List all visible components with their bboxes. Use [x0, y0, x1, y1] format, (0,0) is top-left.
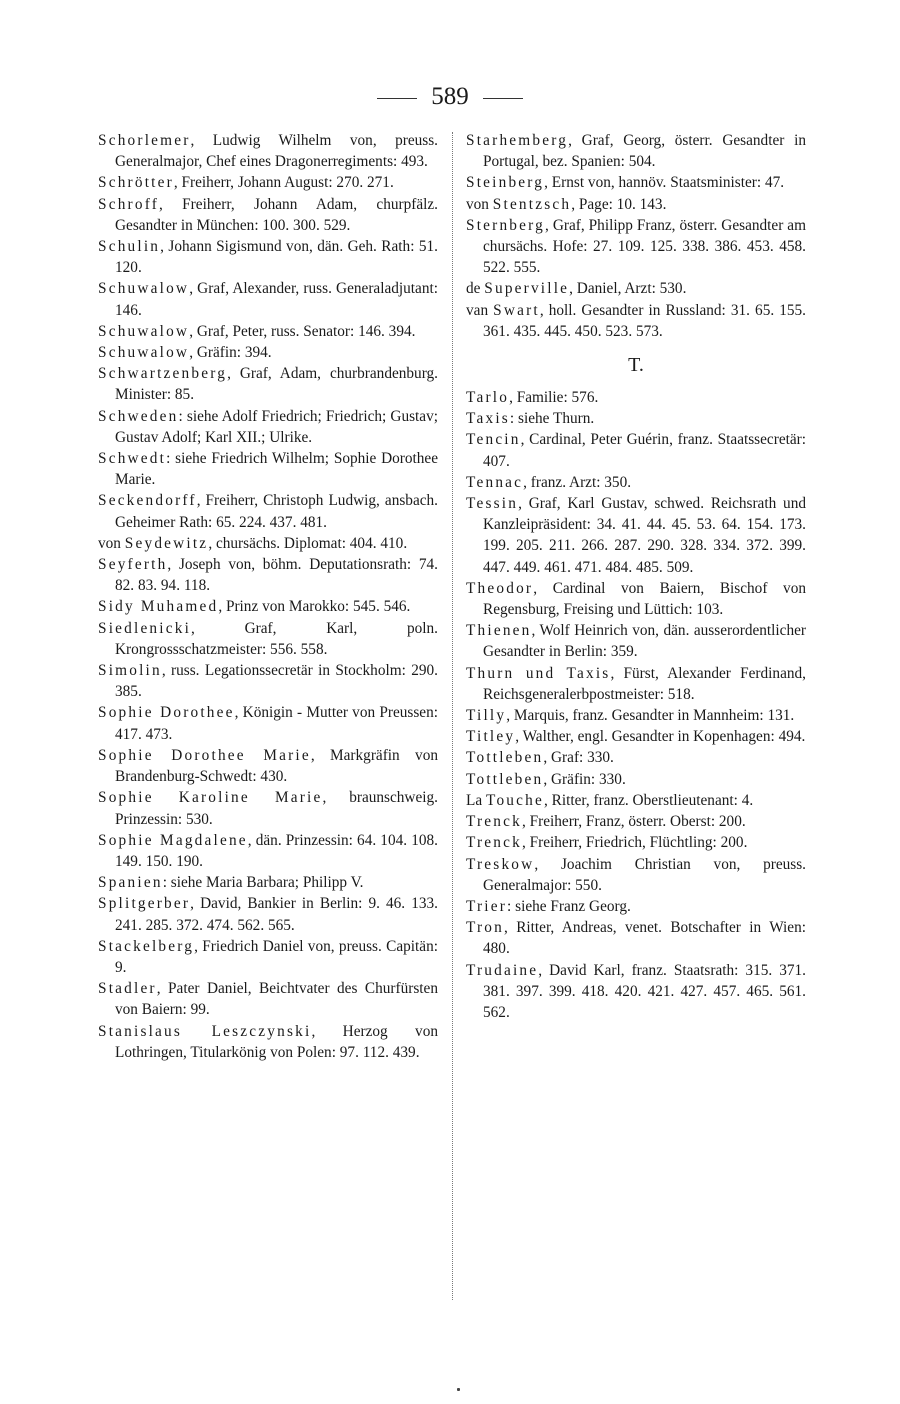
entry-details: , Cardinal von Baiern, Bischof von Regensburg, Freising und Lüttich: 103.	[483, 579, 806, 619]
index-entry	[98, 596, 438, 617]
index-entry	[466, 917, 806, 959]
index-column-right	[466, 130, 806, 1023]
index-column-left	[98, 130, 438, 1063]
entry-details: , Johann Sigismund von, dän. Geh. Rath: 51. 120.	[115, 238, 438, 277]
index-entry	[466, 215, 806, 279]
entry-prefix: von	[466, 195, 493, 213]
index-entry	[98, 830, 438, 872]
entry-name: Theodor	[466, 579, 534, 597]
entry-name: Siedlenicki	[98, 619, 192, 637]
entry-details: , Freiherr, Johann Adam, churpfälz. Gesandter in München: 100. 300. 529.	[115, 195, 438, 234]
entry-details: , Königin - Mutter von Preussen: 417. 473.	[115, 704, 438, 743]
index-entry	[466, 832, 806, 853]
entry-details: , Joseph von, böhm. Deputationsrath: 74. 82. 83. 94. 118.	[115, 556, 438, 595]
entry-name: Superville	[484, 280, 570, 298]
index-entry	[98, 363, 438, 405]
entry-details: , Prinz von Marokko: 545. 546.	[218, 598, 411, 616]
entry-name: Tennac	[466, 473, 524, 491]
entry-name: Steinberg	[466, 174, 545, 192]
index-entry	[98, 978, 438, 1020]
entry-details: , Joachim Christian von, preuss. Generalmajor: 550.	[483, 855, 806, 894]
index-entry	[466, 278, 806, 299]
index-entry	[98, 660, 438, 702]
entry-details: , Graf: 330.	[543, 749, 614, 767]
entry-details: , Friedrich Daniel von, preuss. Capitän: 9.	[115, 937, 438, 976]
entry-details: , Page: 10. 143.	[571, 195, 667, 213]
entry-name: Schroff	[98, 195, 159, 213]
entry-details: , Wolf Heinrich von, dän. ausserordentlicher Gesandter in Berlin: 359.	[483, 622, 806, 661]
entry-name: Touche	[485, 791, 544, 809]
index-entry	[98, 936, 438, 978]
index-section-s	[466, 130, 806, 342]
index-entry	[98, 194, 438, 236]
entry-name: Thienen	[466, 622, 532, 640]
entry-details: : siehe Maria Barbara; Philipp V.	[162, 874, 364, 892]
index-entry	[466, 194, 806, 215]
index-entry	[466, 790, 806, 811]
entry-name: Schweden	[98, 407, 179, 425]
column-divider	[452, 132, 453, 1300]
index-entry	[98, 1021, 438, 1063]
entry-details: , Herzog von Lothringen, Titularkönig von Polen: 97. 112. 439.	[115, 1022, 438, 1061]
index-entry	[98, 490, 438, 532]
index-entry	[466, 387, 806, 408]
entry-name: Tottleben	[466, 770, 544, 788]
entry-name: Splitgerber	[98, 895, 191, 913]
entry-name: Schrötter	[98, 174, 174, 192]
index-entry	[98, 893, 438, 935]
entry-details: : siehe Friedrich Wilhelm; Sophie Dorothee Marie.	[115, 450, 438, 489]
entry-name: Sophie Dorothee Marie	[98, 746, 311, 764]
index-entry	[98, 745, 438, 787]
entry-name: Schulin	[98, 238, 161, 256]
entry-details: , Ernst von, hannöv. Staatsminister: 47.	[544, 174, 785, 192]
page-header	[0, 80, 900, 114]
index-entry	[466, 493, 806, 578]
index-entry	[466, 620, 806, 662]
entry-name: Seckendorff	[98, 492, 197, 510]
index-entry	[98, 787, 438, 829]
entry-details: , Markgräfin von Brandenburg-Schwedt: 430.	[115, 746, 439, 786]
entry-name: Stadler	[98, 980, 157, 998]
entry-name: Trenck	[466, 834, 522, 852]
entry-details: , Walther, engl. Gesandter in Kopenhagen: 494.	[515, 728, 806, 746]
entry-name: Seyferth	[98, 556, 168, 574]
entry-details: , Freiherr, Franz, österr. Oberst: 200.	[521, 813, 746, 831]
entry-details: , Graf, Karl Gustav, schwed. Reichsrath und Kanzleipräsident: 34. 41. 44. 45. 53. 64. 154. 173. 199. 205. 211. 266. 287. 290. 328. 334. 372. 399. 447. 449. 461. 471. 484. 485. 509.	[483, 495, 806, 576]
entry-name: Trier	[466, 897, 508, 915]
entry-details: , Ludwig Wilhelm von, preuss. Generalmajor, Chef eines Dragonerregiments: 493.	[115, 132, 438, 171]
entry-details: , Graf, Philipp Franz, österr. Gesandter am chursächs. Hofe: 27. 109. 125. 338. 386. 453. 458. 522. 555.	[483, 216, 806, 277]
entry-details: , Cardinal, Peter Guérin, franz. Staatssecretär: 407.	[483, 431, 806, 470]
entry-details: , Daniel, Arzt: 530.	[569, 280, 687, 298]
entry-details: , Gräfin: 330.	[543, 770, 626, 788]
entry-name: Titley	[466, 728, 516, 746]
entry-name: Starhemberg	[466, 132, 569, 149]
entry-name: Taxis	[466, 410, 510, 428]
entry-details: , Familie: 576.	[509, 389, 599, 407]
index-entry	[98, 321, 438, 342]
entry-name: Schwartzenberg	[98, 365, 228, 383]
index-entry	[466, 747, 806, 768]
index-entry	[466, 472, 806, 493]
entry-name: Trudaine	[466, 961, 539, 979]
entry-prefix: de	[466, 280, 485, 298]
index-entry	[466, 408, 806, 429]
entry-details: , Fürst, Alexander Ferdinand, Reichsgeneralerbpostmeister: 518.	[483, 664, 806, 703]
entry-details: , Ritter, franz. Oberstlieutenant: 4.	[543, 791, 754, 809]
index-entry	[98, 406, 438, 448]
index-entry	[98, 872, 438, 893]
entry-details: , Freiherr, Johann August: 270. 271.	[173, 174, 394, 192]
index-entry	[466, 663, 806, 705]
page-number: 589	[431, 83, 469, 110]
index-entry	[466, 811, 806, 832]
entry-name: Trenck	[466, 813, 522, 831]
entry-details: , Pater Daniel, Beichtvater des Churfürsten von Baiern: 99.	[115, 980, 438, 1019]
index-entry	[98, 448, 438, 490]
index-entry	[466, 578, 806, 620]
index-entry	[98, 554, 438, 596]
entry-details: , David Karl, franz. Staatsrath: 315. 371. 381. 397. 399. 418. 420. 421. 427. 457. 465. 561. 562.	[483, 961, 806, 1021]
entry-details: , franz. Arzt: 350.	[523, 473, 632, 491]
index-entry	[466, 854, 806, 896]
index-entry	[98, 172, 438, 193]
entry-details: : siehe Thurn.	[509, 410, 595, 428]
entry-details: , Freiherr, Christoph Ludwig, ansbach. Geheimer Rath: 65. 224. 437. 481.	[115, 492, 438, 531]
entry-details: , Graf, Karl, poln. Krongrossschatzmeister: 556. 558.	[115, 619, 438, 658]
index-entry	[98, 342, 438, 363]
entry-name: Sidy Muhamed	[98, 598, 219, 616]
index-entry	[98, 702, 438, 744]
index-entry	[466, 960, 806, 1024]
entry-name: Sternberg	[466, 216, 545, 234]
index-entry	[98, 533, 438, 554]
entry-details: : siehe Adolf Friedrich; Friedrich; Gustav; Gustav Adolf; Karl XII.; Ulrike.	[115, 407, 438, 446]
entry-name: Schorlemer	[98, 132, 191, 149]
index-entry	[466, 726, 806, 747]
entry-name: Spanien	[98, 874, 163, 892]
entry-details: , Freiherr, Friedrich, Flüchtling: 200.	[521, 834, 748, 852]
header-dash-right	[483, 98, 523, 99]
entry-name: Sophie Dorothee	[98, 704, 235, 722]
index-entry	[98, 618, 438, 660]
entry-name: Thurn und Taxis	[466, 664, 611, 682]
entry-name: Tron	[466, 919, 504, 937]
entry-details: , braunschweig. Prinzessin: 530.	[115, 789, 438, 828]
index-entry	[466, 769, 806, 790]
entry-details: : siehe Franz Georg.	[507, 897, 631, 915]
entry-details: , Marquis, franz. Gesandter in Mannheim: 131.	[506, 707, 795, 725]
entry-details: , Graf, Alexander, russ. Generaladjutant: 146.	[115, 280, 438, 319]
entry-details: , holl. Gesandter in Russland: 31. 65. 155. 361. 435. 445. 450. 523. 573.	[483, 301, 806, 340]
entry-details: , chursächs. Diplomat: 404. 410.	[208, 534, 408, 552]
entry-details: , Gräfin: 394.	[189, 344, 272, 362]
entry-name: Stanislaus Leszczynski	[98, 1022, 312, 1040]
entry-name: Tilly	[466, 707, 507, 725]
entry-name: Schuwalow	[98, 344, 190, 362]
entry-name: Schuwalow	[98, 280, 190, 298]
entry-name: Schuwalow	[98, 322, 190, 340]
index-entry	[98, 130, 438, 172]
entry-prefix: La	[466, 791, 486, 809]
index-entry	[466, 705, 806, 726]
entry-name: Tencin	[466, 431, 521, 449]
entry-prefix: van	[466, 301, 494, 319]
index-section-t	[466, 387, 806, 1023]
entry-name: Tarlo	[466, 389, 510, 407]
entry-details: , russ. Legationssecretär in Stockholm: 290. 385.	[115, 662, 438, 701]
entry-name: Swart	[493, 301, 540, 319]
index-entry	[466, 172, 806, 193]
entry-details: , Graf, Peter, russ. Senator: 146. 394.	[189, 322, 416, 340]
index-entry	[466, 300, 806, 342]
entry-name: Treskow	[466, 855, 535, 873]
index-entry	[98, 278, 438, 320]
entry-name: Stackelberg	[98, 937, 195, 955]
index-entry	[466, 896, 806, 917]
entry-name: Tottleben	[466, 749, 544, 767]
entry-name: Simolin	[98, 662, 162, 680]
entry-name: Tessin	[466, 495, 519, 513]
entry-details: , Graf, Georg, österr. Gesandter in Portugal, bez. Spanien: 504.	[483, 132, 806, 171]
header-dash-left	[377, 98, 417, 99]
entry-details: , David, Bankier in Berlin: 9. 46. 133. 241. 285. 372. 474. 562. 565.	[115, 895, 438, 934]
entry-name: Stentzsch	[492, 195, 572, 213]
index-entry	[98, 236, 438, 278]
index-entry	[466, 130, 806, 172]
page-mark	[457, 1388, 460, 1391]
entry-name: Sophie Karoline Marie	[98, 789, 323, 807]
entry-details: , dän. Prinzessin: 64. 104. 108. 149. 150. 190.	[115, 831, 438, 870]
entry-name: Schwedt	[98, 450, 167, 468]
section-heading: T.	[628, 354, 644, 377]
entry-details: , Ritter, Andreas, venet. Botschafter in Wien: 480.	[483, 919, 806, 958]
index-entry	[466, 429, 806, 471]
entry-name: Sophie Magdalene	[98, 831, 248, 849]
entry-name: Seydewitz	[124, 534, 209, 552]
entry-prefix: von	[98, 534, 125, 552]
entry-details: , Graf, Adam, churbrandenburg. Minister: 85.	[115, 365, 438, 404]
